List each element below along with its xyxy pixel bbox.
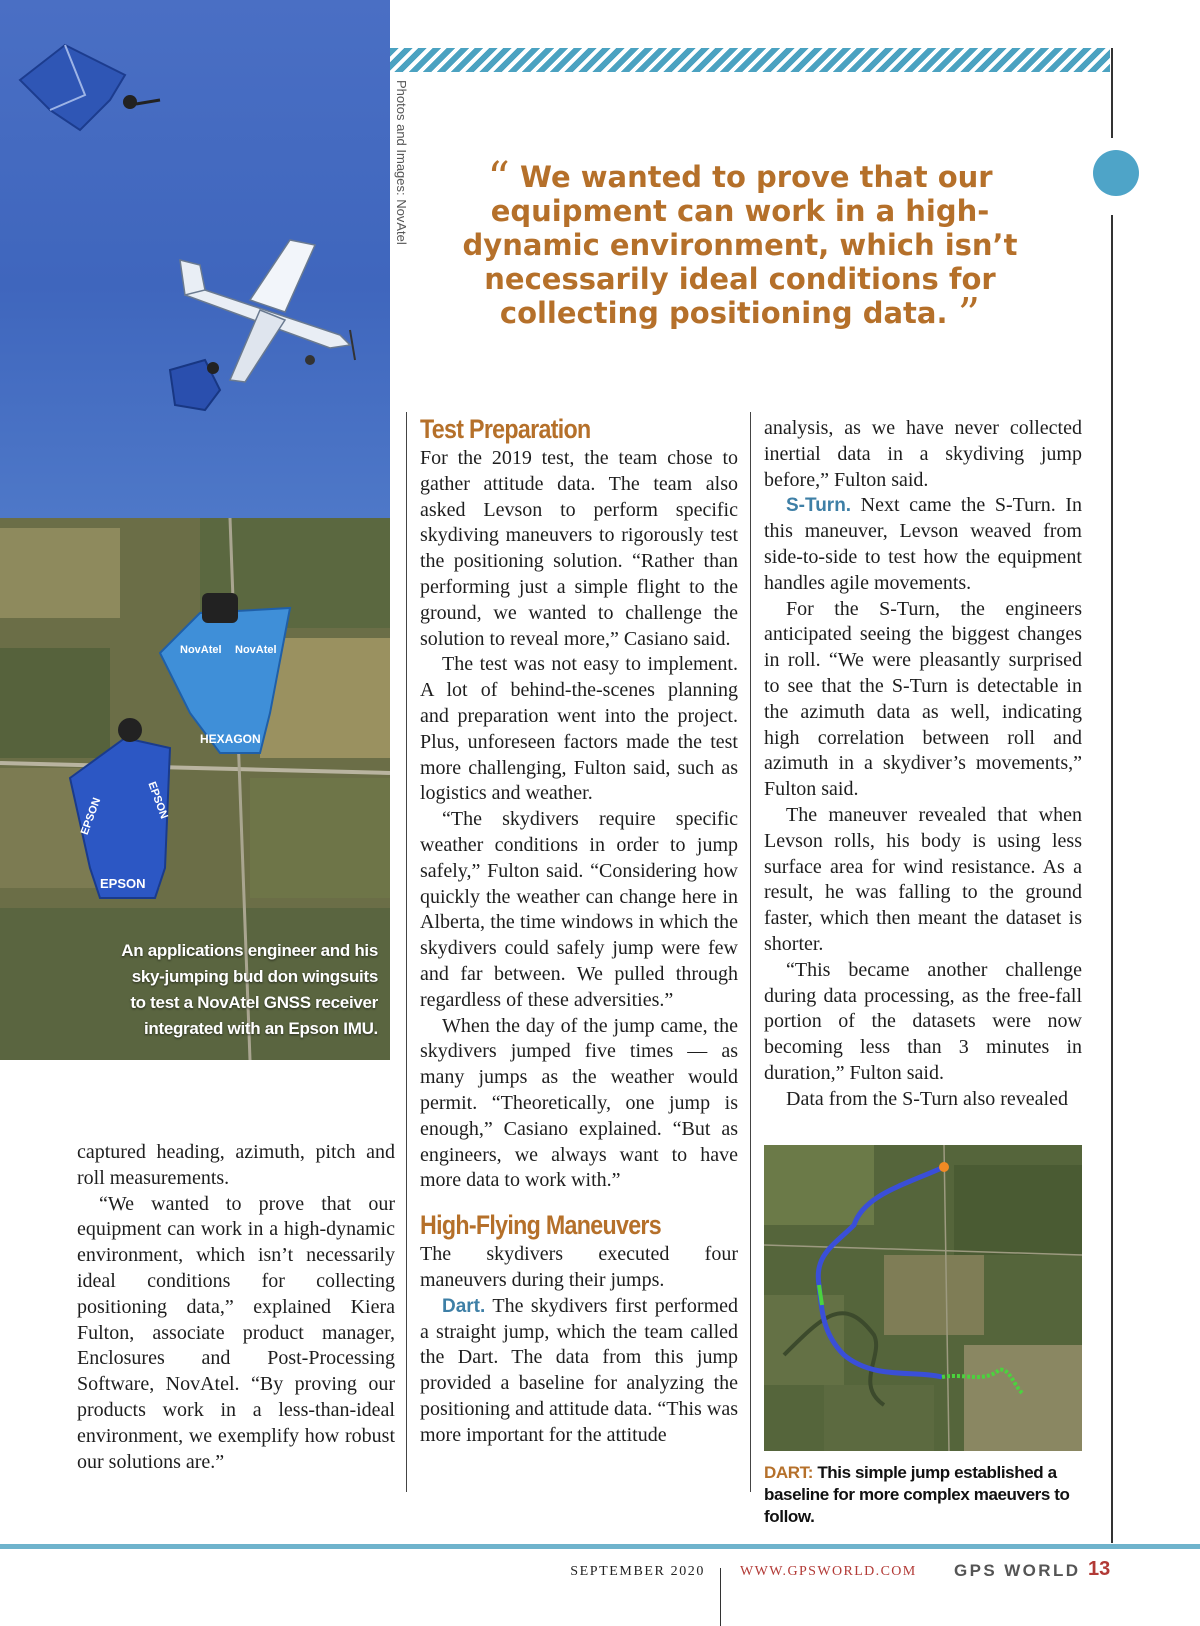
svg-text:NovAtel: NovAtel xyxy=(180,644,222,656)
paragraph-text: Next came the S-Turn. In this maneuver, Levson weaved from side-to-side to test how the equipment handles agile movements. xyxy=(764,494,1082,594)
wingsuit-flyer-middle xyxy=(170,360,220,410)
left-column xyxy=(77,1140,395,1475)
paragraph-s-turn xyxy=(764,493,1082,596)
photo-caption: An applications engineer and his sky-jumping bud don wingsuits to test a NovAtel GNSS receiver integrated with an Epson IMU. xyxy=(121,941,378,1038)
jump-start-marker xyxy=(939,1162,949,1172)
paragraph: “We wanted to prove that our equipment can work in a high-dynamic environment, which isn’t necessarily ideal conditions for collecting positioning data,” explained Kiera Fulton, associate product manager, Enclosures and Post-Processing Software, NovAtel. “By proving our products work in a less-than-ideal environment, we exemplify how robust our solutions are.” xyxy=(77,1192,395,1473)
wingsuit-sky-illustration xyxy=(0,0,390,518)
section-heading-test-preparation: Test Preparation xyxy=(420,414,591,444)
svg-text:EPSON: EPSON xyxy=(100,876,146,891)
paragraph-text: The skydivers first performed a straight jump, which the team called the Dart. The data from this jump provided a baseline for analyzing the positioning and attitude data. “This was more important for the attitude xyxy=(420,1294,738,1446)
paragraph: Data from the S-Turn also revealed xyxy=(786,1087,1068,1110)
decorative-dot xyxy=(1093,150,1139,196)
paragraph: The test was not easy to implement. A lot of behind-the-scenes planning and preparation went into the project. Plus, unforeseen factors made the test more challenging, Fulton said, such as logistics and weather. xyxy=(420,653,738,805)
close-quote-icon: ” xyxy=(957,289,981,340)
column-rule-middle xyxy=(406,412,407,1492)
paragraph-dart xyxy=(420,1294,738,1449)
runin-s-turn: S-Turn. xyxy=(786,495,852,517)
paragraph: “This became another challenge during data processing, as the free-fall portion of the datasets were now becoming less than 3 minutes in duration,” Fulton said. xyxy=(764,958,1082,1084)
trajectory-map-illustration xyxy=(764,1145,1082,1451)
page-number: 13 xyxy=(1088,1558,1111,1580)
pull-quote xyxy=(440,153,1040,340)
paragraph: The skydivers executed four maneuvers during their jumps. xyxy=(420,1243,738,1291)
footer-divider xyxy=(720,1568,721,1626)
svg-text:NovAtel: NovAtel xyxy=(235,644,277,656)
map-caption-text: This simple jump established a baseline for more complex maeuvers to follow. xyxy=(764,1463,1070,1526)
photo-wingsuit-sky xyxy=(0,0,390,518)
pull-quote-text: We wanted to prove that our equipment can work in a high-dynamic environment, which isn’t necessarily ideal conditions for collecting positioning data. xyxy=(462,160,1018,330)
paragraph: For the S-Turn, the engineers anticipated seeing the biggest changes in roll. “We were pleasantly surprised to see that the S-Turn is detectable in the azimuth data as well, indicating high correlation between roll and azimuth in a skydiver’s movements,” Fulton said. xyxy=(764,597,1082,801)
photo-credit xyxy=(394,80,412,380)
map-caption xyxy=(764,1462,1094,1528)
section-heading-high-flying-maneuvers: High-Flying Maneuvers xyxy=(420,1210,662,1241)
photo-credit-text: Photos and Images: NovAtel xyxy=(394,80,409,245)
middle-column xyxy=(420,412,738,1448)
dart-trajectory-map xyxy=(764,1145,1082,1451)
right-column xyxy=(764,416,1082,1113)
wingsuit-flyer-top xyxy=(20,45,160,130)
paragraph: For the 2019 test, the team chose to gather attitude data. The team also asked Levson to perform specific skydiving maneuvers to rigorously test the positioning solution. “Rather than performing just a simple flight to the ground, we wanted to challenge the solution to reveal more,” Casiano said. xyxy=(420,447,738,650)
paragraph: analysis, as we have never collected inertial data in a skydiving jump before,” Fulton said. xyxy=(764,417,1082,491)
paragraph: “The skydivers require specific weather conditions in order to jump safely,” Fulton said. “Considering how quickly the weather can change here in Alberta, the time windows in which the skydivers could safely jump were few and far between. We pulled through regardless of these adversities.” xyxy=(420,808,738,1011)
runin-dart: Dart. xyxy=(442,1295,486,1317)
paragraph: captured heading, azimuth, pitch and roll measurements. xyxy=(77,1141,395,1189)
right-rule-top xyxy=(1111,48,1113,138)
column-rule-right xyxy=(750,412,751,1492)
footer-rule xyxy=(0,1544,1200,1549)
paragraph: The maneuver revealed that when Levson rolls, his body is using less surface area for wind resistance. As a result, he was falling to the ground faster, which then meant the dataset is shorter. xyxy=(764,803,1082,955)
footer-url[interactable]: WWW.GPSWORLD.COM xyxy=(740,1564,917,1579)
svg-text:HEXAGON: HEXAGON xyxy=(200,732,261,746)
map-caption-label: DART: xyxy=(764,1463,813,1482)
svg-text:EPSON: EPSON xyxy=(145,780,170,821)
footer-magazine-name: GPS WORLD xyxy=(954,1561,1081,1580)
footer-date: SEPTEMBER 2020 xyxy=(570,1564,705,1579)
open-quote-icon: “ xyxy=(487,153,510,204)
right-rule xyxy=(1111,215,1113,1543)
svg-text:EPSON: EPSON xyxy=(78,796,104,837)
decorative-stripe xyxy=(390,48,1110,72)
paragraph: When the day of the jump came, the skydivers jumped five times — as many jumps as the weather would permit. “Theoretically, one jump is enough,” Casiano explained. “But as engineers, we always want to have more data to work with.” xyxy=(420,1014,738,1192)
